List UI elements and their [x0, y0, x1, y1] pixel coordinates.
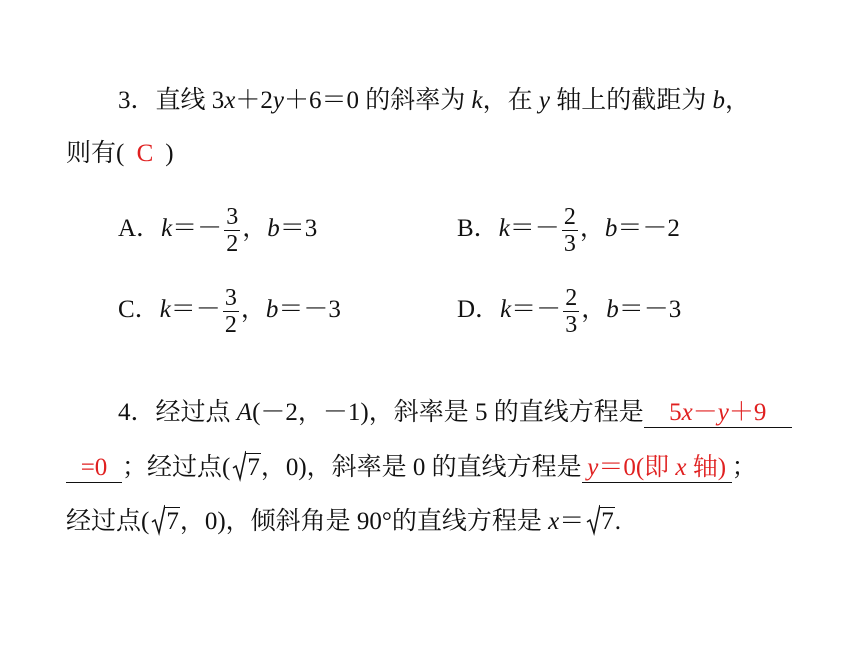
q3-stem-line2: 则有( C ) — [66, 140, 174, 167]
answer-blank-1-cont[interactable]: =0 — [66, 454, 122, 483]
answer-blank-1[interactable]: 5x－y＋9 — [644, 399, 792, 428]
q4-line1: 4．经过点 A(－2，－1)，斜率是 5 的直线方程是 5x－y＋9 — [118, 398, 792, 428]
sqrt-7: 7 — [586, 507, 615, 537]
sqrt-7: 7 — [232, 453, 261, 483]
option-b[interactable]: B．k＝－ $\frac{2}{3}$ ，b＝－2 — [457, 204, 680, 257]
option-a[interactable]: A．k＝－ $\frac{3}{2}$ ，b＝3 — [118, 204, 318, 257]
option-c[interactable]: C．k＝－ $\frac{3}{2}$ ，b＝－3 — [118, 285, 341, 338]
q4-line2: =0 ；经过点( 7，0)，斜率是 0 的直线方程是 y＝0(即 x 轴) ； — [66, 453, 757, 483]
q3-then: 则有( — [66, 140, 125, 167]
q3-stem-text: 直线 — [155, 87, 212, 114]
fraction: $\frac{2}{3}$ — [565, 285, 578, 338]
answer-blank-2[interactable]: y＝0(即 x 轴) — [582, 454, 732, 483]
q3-stem-line1: 3．直线 3x＋2y＋6＝0 的斜率为 k，在 y 轴上的截距为 b， — [118, 87, 751, 114]
option-d[interactable]: D．k＝－ $\frac{2}{3}$ ，b＝－3 — [457, 285, 682, 338]
radical-sign-icon — [151, 504, 165, 536]
q4-line3: 经过点( 7，0)，倾斜角是 90°的直线方程是 x＝ 7. — [66, 507, 621, 537]
q3-number: 3 — [118, 87, 131, 114]
fraction: $\frac{2}{3}$ — [563, 204, 576, 257]
q3-answer: C — [136, 140, 154, 167]
fraction: $\frac{3}{2}$ — [224, 285, 237, 338]
sqrt-7: 7 — [151, 507, 180, 537]
fraction: $\frac{3}{2}$ — [226, 204, 239, 257]
q4-number: 4 — [118, 399, 131, 426]
radical-sign-icon — [586, 504, 600, 536]
radical-sign-icon — [232, 450, 246, 482]
